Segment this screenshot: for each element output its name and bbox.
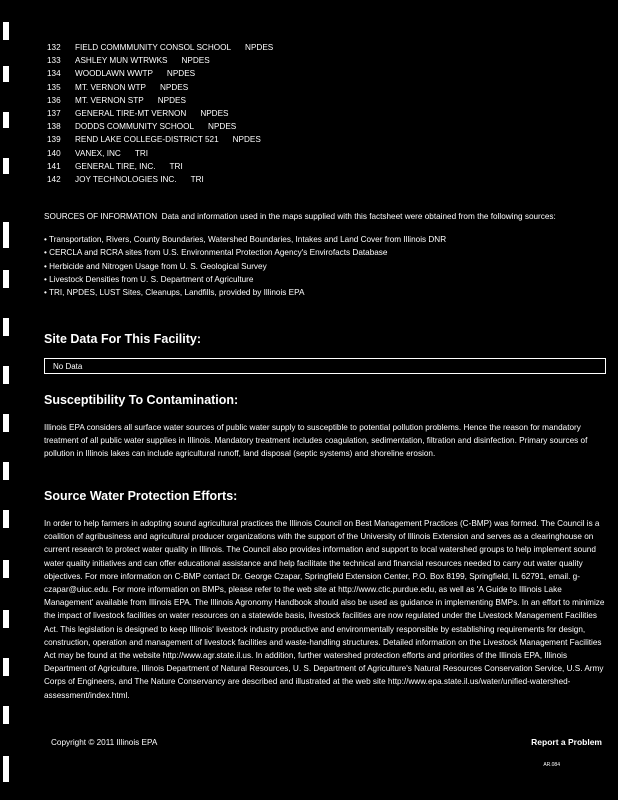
susceptibility-text: Illinois EPA considers all surface water sources of public water supply to susceptible to potential pollution problems. Hence the reason for mandatory treatment of all public water supplies in Illinois. Mandatory treatment includes coagulation, sedimentation, filtration and disinfection. Primary sources of pollution in Illinois lakes can include agricultural runoff, land disposal (septic systems) and shoreline erosion.	[44, 423, 588, 459]
facility-type: NPDES	[200, 109, 229, 119]
protection-text: In order to help farmers in adopting sound agricultural practices the Illinois Council on Best Management Practices (C-BMP) was formed. The Council is a coalition of agribusiness and agricultural producer organizations with the support of the University of Illinois Extension and serves as a clearinghouse on current research to protect water quality in Illinois. The Council also provides information and support to local watershed groups to help implement sound water quality initiatives and can offer educational assistance and help facilitate the technical and financial resources needed to carry out water quality objectives. For more information on C-BMP contact Dr. George Czapar, Springfield Extension Center, P.O. Box 8199, Springfield, IL 62791, email. g-czapar@uiuc.edu. For more information on BMPs, please refer to the web site at http://www.ctic.purdue.edu, as well as 'A Guide to Illinois Lake Management' available from Illinois EPA. The Illinois Agronomy Handbook should also be used as guidance in implementing BMPs. In an effort to minimize the impact of livestock facilities on water resources on a statewide basis, livestock facilities are now regulated under the Livestock Management Facilities Act. This legislation is designed to keep Illinois' livestock industry productive and environmentally responsible by establishing requirements for design, construction, operation and management of livestock facilities and waste-handling structures. Detailed information on the Livestock Management Facilities Act may be found at the website http://www.agr.state.il.us. In addition, further watershed protection efforts and priorities of the Illinois EPA, Illinois Department of Agriculture, Illinois Department of Natural Resources, U. S. Department of Agriculture's Natural Resources Conservation Service, U.S. Army Corps of Engineers, and The Nature Conservancy are described and illustrated at the web site http://www.epa.state.il.us/water/unified-watershed-assessment/index.html.	[44, 519, 605, 700]
facility-type: NPDES	[245, 43, 274, 52]
facility-number: 132	[47, 43, 61, 52]
facility-number: 133	[47, 56, 61, 66]
facility-number: 140	[47, 148, 61, 158]
source-item: • TRI, NPDES, LUST Sites, Cleanups, Landfills, provided by Illinois EPA	[44, 288, 305, 298]
facility-type: TRI	[169, 161, 183, 171]
facility-name: GENERAL TIRE, INC.	[75, 161, 156, 171]
scan-margin-marks	[0, 0, 12, 800]
facility-row	[47, 81, 273, 94]
facility-row	[47, 94, 273, 107]
sources-label: SOURCES OF INFORMATION	[44, 212, 158, 221]
facility-type: NPDES	[181, 56, 210, 66]
protection-heading: Source Water Protection Efforts:	[44, 489, 238, 503]
sources-section	[44, 210, 604, 299]
facility-number: 141	[47, 161, 61, 171]
facility-number: 137	[47, 109, 61, 119]
report-problem-link[interactable]: Report a Problem	[531, 737, 602, 747]
facility-name: FIELD COMMMUNITY CONSOL SCHOOL	[75, 43, 232, 52]
site-data-heading: Site Data For This Facility:	[44, 332, 201, 346]
facility-name: MT. VERNON WTP	[75, 82, 146, 92]
sources-intro	[44, 210, 604, 223]
source-item: • CERCLA and RCRA sites from U.S. Environmental Protection Agency's Envirofacts Database	[44, 248, 388, 258]
facility-row	[47, 120, 273, 133]
facility-name: WOODLAWN WWTP	[75, 69, 153, 79]
facility-type: NPDES	[157, 95, 186, 105]
facility-row	[47, 107, 273, 120]
facility-type: NPDES	[232, 135, 261, 145]
facility-name: REND LAKE COLLEGE-DISTRICT 521	[75, 135, 219, 145]
source-item: • Herbicide and Nitrogen Usage from U. S. Geological Survey	[44, 261, 267, 271]
document-code: AR.084	[543, 762, 560, 768]
facility-number: 134	[47, 69, 61, 79]
facility-name: GENERAL TIRE-MT VERNON	[75, 109, 187, 119]
facility-name: MT. VERNON STP	[75, 95, 144, 105]
facility-row	[47, 147, 273, 160]
facility-name: DODDS COMMUNITY SCHOOL	[75, 122, 195, 132]
facility-row	[47, 173, 273, 186]
facility-type: TRI	[134, 148, 149, 158]
copyright: Copyright © 2011 Illinois EPA	[51, 738, 158, 747]
source-item: • Transportation, Rivers, County Boundaries, Watershed Boundaries, Intakes and Land Cover from Illinois DNR	[44, 235, 447, 245]
facility-type: NPDES	[208, 122, 237, 132]
facility-name: ASHLEY MUN WTRWKS	[75, 56, 168, 66]
source-item: • Livestock Densities from U. S. Department of Agriculture	[44, 274, 254, 284]
facility-name: JOY TECHNOLOGIES INC.	[75, 175, 177, 185]
susceptibility-heading: Susceptibility To Contamination:	[44, 393, 239, 407]
facility-number: 135	[47, 82, 61, 92]
facility-number: 139	[47, 135, 61, 145]
facility-row	[47, 160, 273, 173]
facility-type: NPDES	[166, 69, 196, 79]
facility-list	[47, 41, 273, 186]
facility-number: 138	[47, 122, 61, 132]
sources-intro-text: Data and information used in the maps supplied with this factsheet were obtained from the following sources:	[161, 212, 556, 221]
facility-row	[47, 54, 273, 67]
site-data-box: No Data	[44, 358, 606, 374]
facility-row	[47, 41, 273, 54]
facility-row	[47, 67, 273, 80]
facility-type: TRI	[190, 175, 204, 185]
facility-number: 136	[47, 95, 61, 105]
facility-row	[47, 133, 273, 146]
facility-name: VANEX, INC	[75, 148, 121, 158]
facility-type: NPDES	[159, 82, 189, 92]
sources-list	[44, 233, 604, 299]
facility-number: 142	[47, 175, 61, 185]
